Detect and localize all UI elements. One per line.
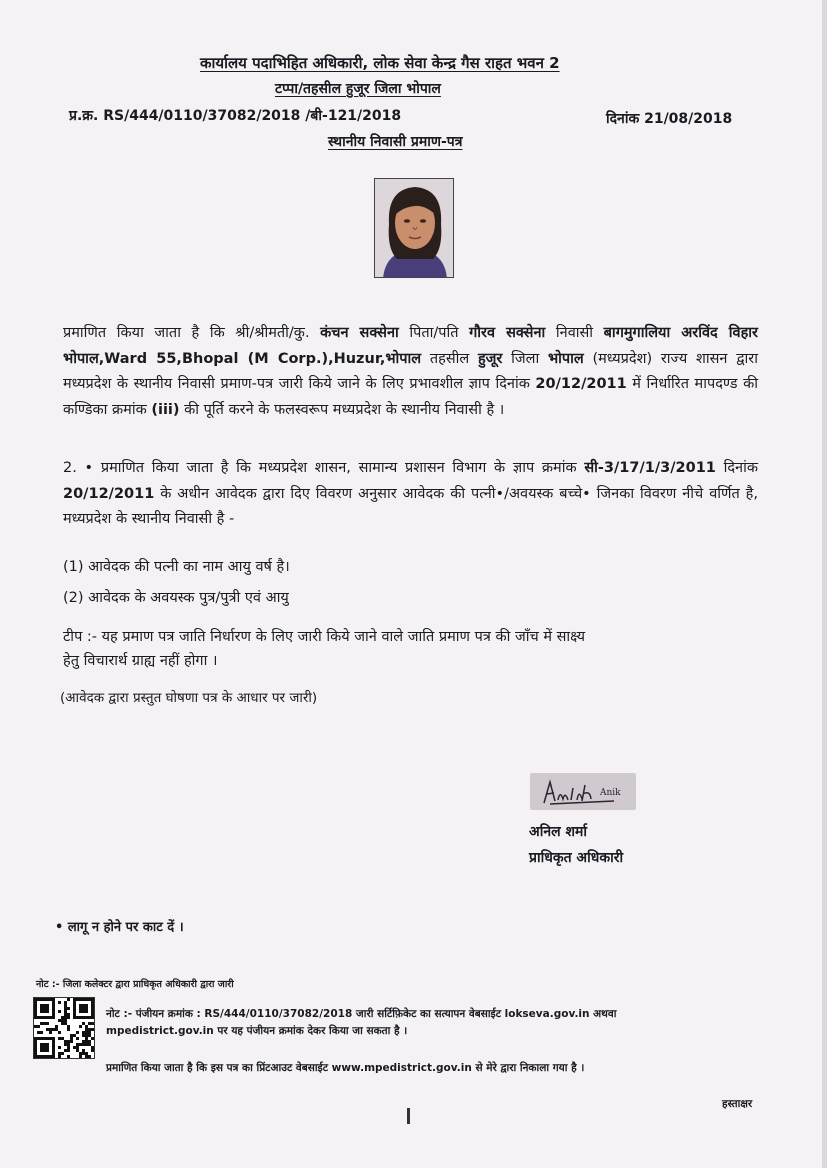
- father-husband-name: गौरव सक्सेना: [469, 325, 546, 341]
- gazette-date: 20/12/2011: [535, 376, 627, 392]
- tehsil-value: हुजूर: [477, 350, 503, 367]
- qr-code: [33, 997, 95, 1059]
- issue-date: दिनांक 21/08/2018: [606, 111, 733, 127]
- verification-note-line-2: mpedistrict.gov.in पर यह पंजीयन क्रमांक देकर किया जा सकता है ।: [106, 1025, 408, 1037]
- para1-text: की पूर्ति करने के फलस्वरूप मध्यप्रदेश के स्थानीय निवासी है ।: [179, 401, 505, 418]
- reference-number: प्र.क्र. RS/444/0110/37082/2018 /बी-121/2018: [69, 108, 402, 124]
- qr-code-icon: [34, 998, 94, 1058]
- signature-label: हस्ताक्षर: [722, 1098, 753, 1110]
- officer-name: अनिल शर्मा: [529, 824, 587, 840]
- para1-text: निवासी: [545, 325, 604, 341]
- children-detail-line: (2) आवेदक के अवयस्क पुत्र/पुत्री एवं आयु: [63, 590, 289, 606]
- page-edge: [822, 0, 827, 1168]
- para2-text: दिनांक: [715, 460, 758, 476]
- applicant-photo: [374, 178, 454, 278]
- office-heading: कार्यालय पदाभिहित अधिकारी, लोक सेवा केन्द्र गैस राहत भवन 2: [200, 54, 560, 72]
- district-value: भोपाल: [547, 350, 584, 367]
- signature-image: [530, 773, 636, 810]
- officer-designation: प्राधिकृत अधिकारी: [529, 850, 624, 866]
- signature-scribble-text: Anik: [600, 788, 621, 798]
- certification-paragraph-1: [63, 321, 758, 423]
- note-line-2: हेतु विचारार्थ ग्राह्य नहीं होगा ।: [63, 653, 218, 669]
- para1-text: प्रमाणित किया जाता है कि श्री/श्रीमती/कु.: [63, 325, 321, 341]
- strike-instruction: • लागू न होने पर काट दें ।: [55, 920, 184, 935]
- clause-number: (iii): [151, 401, 180, 418]
- note-line-1: टीप :- यह प्रमाण पत्र जाति निर्धारण के लिए जारी किये जाने वाले जाति प्रमाण पत्र की जाँच में साक्ष्य: [63, 629, 586, 645]
- tehsil-heading: टप्पा/तहसील हुजूर जिला भोपाल: [275, 81, 441, 97]
- verification-note-line-1: नोट :- पंजीयन क्रमांक : RS/444/0110/37082/2018 जारी सर्टिफ़िकेट का सत्यापन वेबसाईट lokseva.gov.in अथवा: [106, 1008, 617, 1020]
- memo-number: सी-3/17/1/3/2011: [584, 460, 716, 476]
- para1-text: (मध्यप्रदेश) राज्य शासन द्वारा मध्यप्रदेश के स्थानीय निवासी प्रमाण-पत्र जारी किये जाने के लिए प्रभावशील ज्ञाप दिनांक: [63, 350, 758, 392]
- para1-text: तहसील: [421, 350, 478, 367]
- page-mark: [407, 1108, 410, 1124]
- person-portrait-icon: [375, 179, 454, 278]
- para1-text: पिता/पति: [398, 325, 470, 341]
- declaration-note: (आवेदक द्वारा प्रस्तुत घोषणा पत्र के आधार पर जारी): [60, 690, 318, 706]
- certificate-title: स्थानीय निवासी प्रमाण-पत्र: [328, 134, 463, 150]
- para2-text: के अधीन आवेदक द्वारा दिए विवरण अनुसार आवेदक की पत्नी•/अवयस्क बच्चे• जिनका विवरण नीचे वर्णित है, मध्यप्रदेश के स्थानीय निवासी है -: [63, 485, 758, 527]
- para2-text: 2. • प्रमाणित किया जाता है कि मध्यप्रदेश शासन, सामान्य प्रशासन विभाग के ज्ञाप क्रमांक: [63, 460, 585, 476]
- collector-note: नोट :- जिला कलेक्टर द्वारा प्राधिकृत अधिकारी द्वारा जारी: [36, 979, 234, 990]
- certification-paragraph-2: [63, 456, 758, 533]
- applicant-name: कंचन सक्सेना: [320, 325, 399, 341]
- handwritten-signature-icon: [530, 773, 636, 810]
- printout-declaration: प्रमाणित किया जाता है कि इस पत्र का प्रिंटआउट वेबसाईट www.mpedistrict.gov.in से मेरे द्वारा निकाला गया है ।: [106, 1062, 585, 1074]
- memo-date: 20/12/2011: [63, 485, 155, 502]
- applicant-address: बागमुगालिया अरविंद विहार भोपाल,Ward 55,Bhopal (M Corp.),Huzur,भोपाल: [63, 325, 758, 367]
- wife-detail-line: (1) आवेदक की पत्नी का नाम आयु वर्ष है।: [63, 559, 290, 575]
- para1-text: जिला: [502, 350, 548, 367]
- para1-text: में निर्धारित मापदण्ड की कण्डिका क्रमांक: [63, 376, 758, 418]
